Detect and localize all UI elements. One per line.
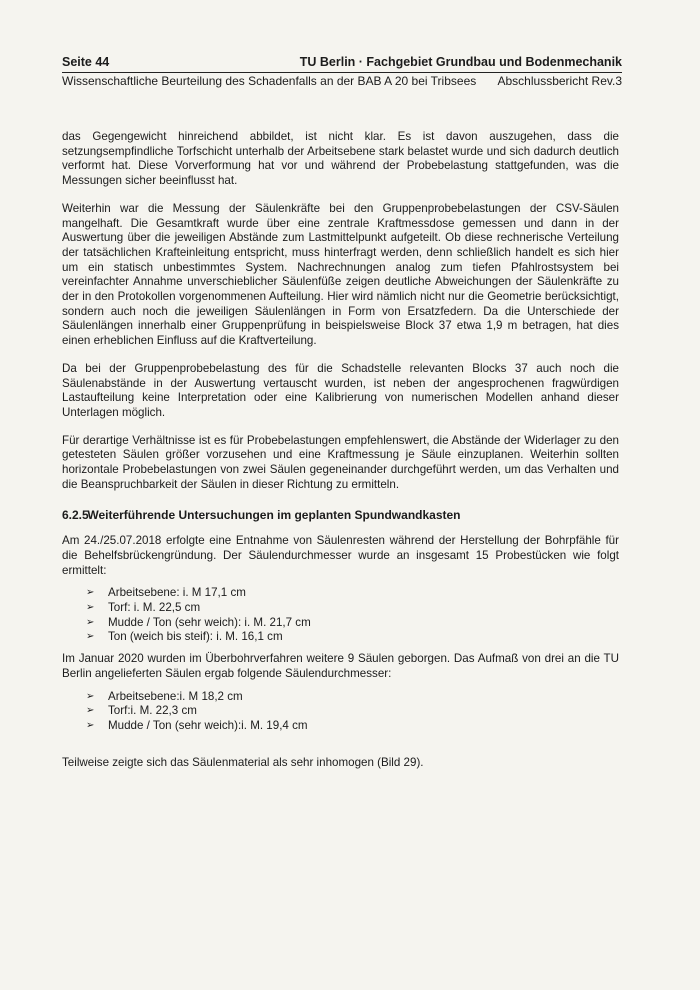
header-rule <box>62 72 622 73</box>
list-item: ➢ Mudde / Ton (sehr weich):i. M. 19,4 cm <box>86 718 308 732</box>
list-item: ➢ Torf: i. M. 22,5 cm <box>86 600 201 614</box>
page-number: Seite 44 <box>62 55 110 69</box>
paragraph: Weiterhin war die Messung der Säulenkräfte bei den Gruppenprobebelastungen der CSV-Säulen mangelhaft. Die Gesamtkraft wurde über eine zentrale Kraftmessdose gemessen und dann in der Auswertung über die jeweiligen Abstände zum Lastmittelpunkt aufgeteilt. Ob diese rechnerische Verteilung der tatsächlichen Krafteinleitung entspricht, muss hinterfragt werden, denn schließlich handelt es sich hier um ein statisch unbestimmtes System. Nachrechnungen analog zum tiefen Pfahlrostsystem bei vereinfachter Annahme unverschieblicher Säulenfüße zeigen deutliche Abweichungen der Säulenkräfte zu der in den Protokollen vorgenommenen Aufteilung. Hier wird nämlich nicht nur die Geometrie berücksichtigt, sondern auch noch die jeweiligen Säulenlängen in Form von Ersatzfedern. Da die Unterschiede der Säulenlängen innerhalb einer Gruppenprüfung in beispielsweise Block 37 etwa 1,9 m betragen, hat dies einen erheblichen Einfluss auf die Kraftverteilung. <box>62 201 619 348</box>
closing-paragraph: Teilweise zeigte sich das Säulenmaterial als sehr inhomogen (Bild 29). <box>62 755 424 769</box>
list-item: ➢ Arbeitsebene: i. M 17,1 cm <box>86 586 246 600</box>
section-heading <box>62 508 619 523</box>
paragraph: Im Januar 2020 wurden im Überbohrverfahren weitere 9 Säulen geborgen. Das Aufmaß von drei an die TU Berlin angelieferten Säulen ergab folgende Säulendurchmesser: <box>62 652 619 680</box>
diameter-list-2020 <box>62 690 619 734</box>
section-title: Weiterführende Untersuchungen im geplanten Spundwandkasten <box>87 508 461 523</box>
document-subtitle: Wissenschaftliche Beurteilung des Schadenfalls an der BAB A 20 bei Tribsees <box>62 74 477 88</box>
arrow-bullet-icon: ➢ <box>86 690 95 702</box>
arrow-bullet-icon: ➢ <box>86 719 95 731</box>
paragraph: Da bei der Gruppenprobebelastung des für die Schadstelle relevanten Blocks 37 auch noch die Säulenabstände in der Auswertung vertauscht wurden, ist neben der angesprochenen fragwürdigen Lastaufteilung keine Interpretation oder eine Kalibrierung von numerischen Modellen anhand dieser Unterlagen möglich. <box>62 361 619 419</box>
arrow-bullet-icon: ➢ <box>86 631 95 643</box>
arrow-bullet-icon: ➢ <box>86 616 95 628</box>
arrow-bullet-icon: ➢ <box>86 705 95 717</box>
list-item: ➢ Torf:i. M. 22,3 cm <box>86 704 197 718</box>
page-header <box>62 55 622 89</box>
arrow-bullet-icon: ➢ <box>86 601 95 613</box>
list-item: ➢ Ton (weich bis steif): i. M. 16,1 cm <box>86 630 283 644</box>
paragraph: das Gegengewicht hinreichend abbildet, ist nicht klar. Es ist davon auszugehen, dass die setzungsempfindliche Torfschicht unterhalb der Arbeitsebene stark belastet wurde und sich dadurch deutlich verformt hat. Diese Vorverformung hat vor und während der Probebelastung stattgefunden, was die Messungen sicher beeinflusst hat. <box>62 130 619 188</box>
diameter-list-2018 <box>62 586 619 645</box>
section-number: 6.2.5 <box>62 508 89 523</box>
paragraph: Für derartige Verhältnisse ist es für Probebelastungen empfehlenswert, die Abstände der Widerlager zu den getesteten Säulen größer vorzusehen und eine Kraftmessung je Säule einzuplanen. Weiterhin sollten horizontale Probebelastungen von zwei Säulen gegeneinander durchgeführt werden, um das Verhalten und die Beanspruchbarkeit der Säulen in dieser Richtung zu ermitteln. <box>62 433 619 491</box>
arrow-bullet-icon: ➢ <box>86 587 95 599</box>
report-label: Abschlussbericht Rev.3 <box>497 74 622 88</box>
institution: TU Berlin · Fachgebiet Grundbau und Bodenmechanik <box>299 55 622 69</box>
list-item: ➢ Mudde / Ton (sehr weich): i. M. 21,7 cm <box>86 615 311 629</box>
paragraph: Am 24./25.07.2018 erfolgte eine Entnahme von Säulenresten während der Herstellung der Bohrpfähle für die Behelfsbrückengründung. Der Säulendurchmesser wurde an insgesamt 15 Probestücken wie folgt ermittelt: <box>62 534 619 577</box>
list-item: ➢ Arbeitsebene:i. M 18,2 cm <box>86 689 243 703</box>
page-body <box>62 130 619 783</box>
